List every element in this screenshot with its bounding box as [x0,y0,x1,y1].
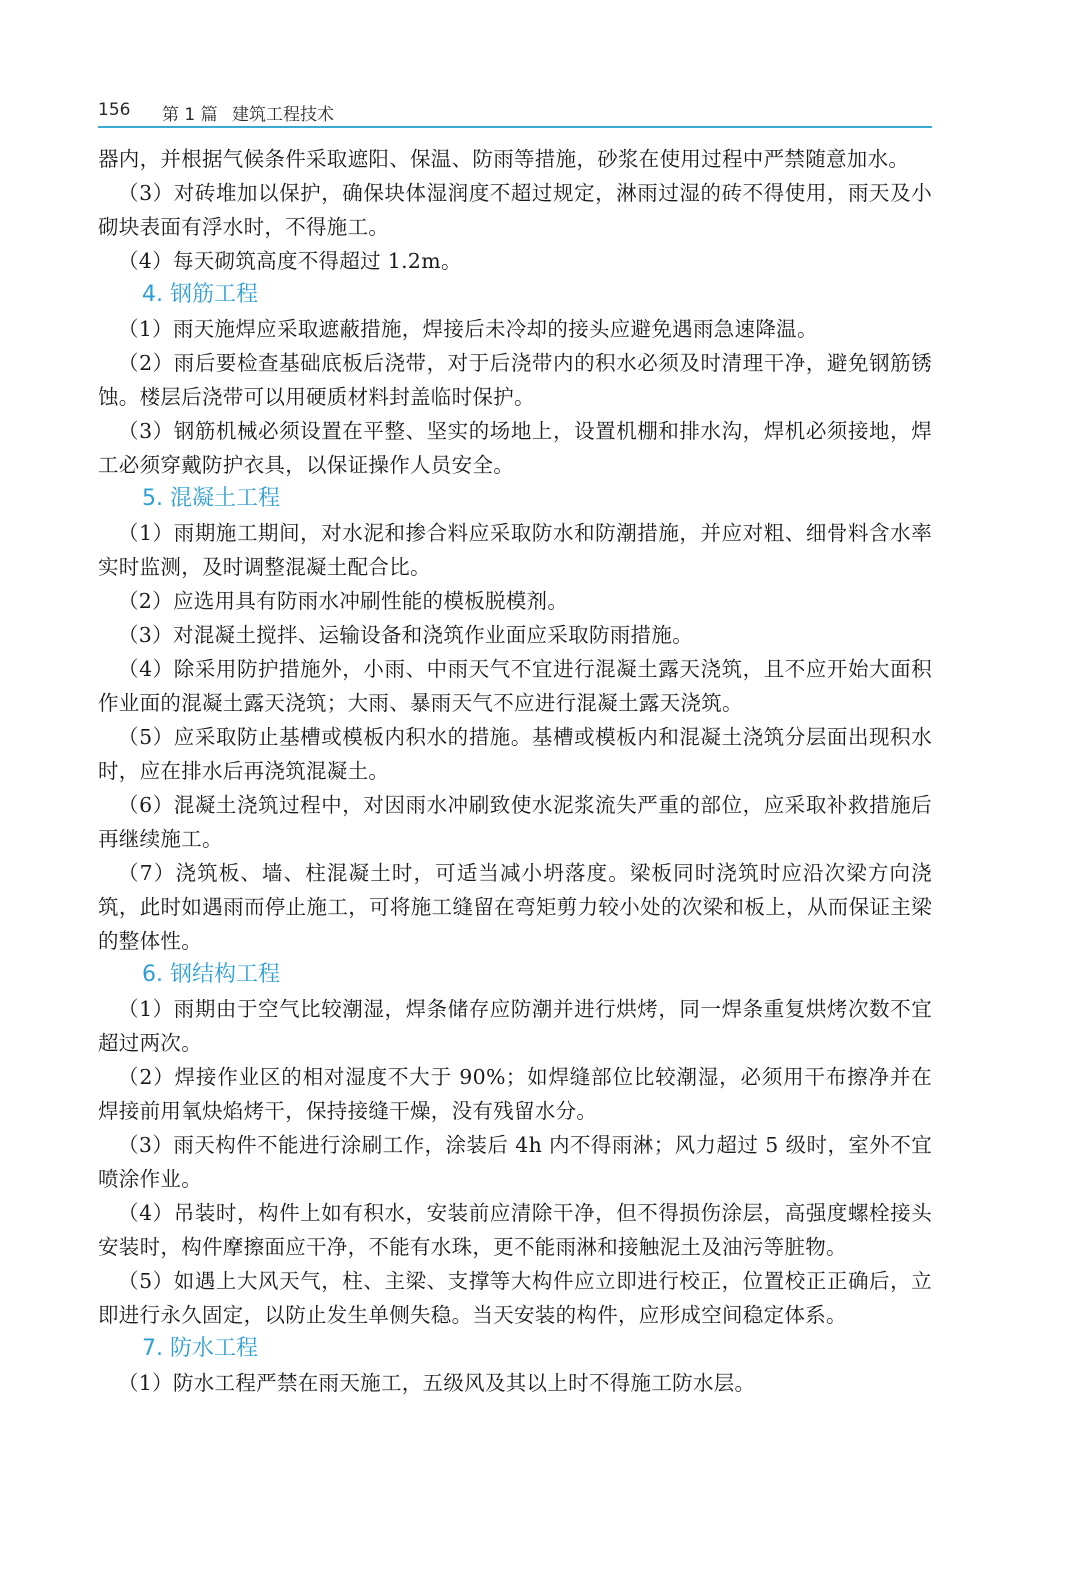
paragraph: （5）应采取防止基槽或模板内积水的措施。基槽或模板内和混凝土浇筑分层面出现积水时，应在排水后再浇筑混凝土。 [98,725,932,783]
part-label: 第 1 篇 [162,105,218,125]
paragraph: （4）除采用防护措施外，小雨、中雨天气不宜进行混凝土露天浇筑，且不应开始大面积作业面的混凝土露天浇筑；大雨、暴雨天气不应进行混凝土露天浇筑。 [98,657,932,715]
paragraph: （3）钢筋机械必须设置在平整、坚实的场地上，设置机棚和排水沟，焊机必须接地，焊工必须穿戴防护衣具，以保证操作人员安全。 [98,419,932,477]
page-number: 156 [98,100,131,120]
paragraph: （3）对砖堆加以保护，确保块体湿润度不超过规定，淋雨过湿的砖不得使用，雨天及小砌块表面有浮水时，不得施工。 [98,181,932,239]
page-body [98,142,932,1400]
paragraph: （3）雨天构件不能进行涂刷工作，涂装后 4h 内不得雨淋；风力超过 5 级时，室外不宜喷涂作业。 [98,1133,932,1191]
running-header [98,98,932,128]
book-title: 建筑工程技术 [232,105,334,125]
paragraph: （2）焊接作业区的相对湿度不大于 90%；如焊缝部位比较潮湿，必须用干布擦净并在焊接前用氧炔焰烤干，保持接缝干燥，没有残留水分。 [98,1065,932,1123]
paragraph: （1）雨期施工期间，对水泥和掺合料应采取防水和防潮措施，并应对粗、细骨料含水率实时监测，及时调整混凝土配合比。 [98,521,932,579]
paragraph: （2）应选用具有防雨水冲刷性能的模板脱模剂。 [118,589,569,613]
paragraph: 器内，并根据气候条件采取遮阳、保温、防雨等措施，砂浆在使用过程中严禁随意加水。 [98,147,910,171]
paragraph: （1）雨期由于空气比较潮湿，焊条储存应防潮并进行烘烤，同一焊条重复烘烤次数不宜超过两次。 [98,997,932,1055]
paragraph: （4）每天砌筑高度不得超过 1.2m。 [118,249,462,273]
paragraph: （6）混凝土浇筑过程中，对因雨水冲刷致使水泥浆流失严重的部位，应采取补救措施后再继续施工。 [98,793,932,851]
paragraph: （1）防水工程严禁在雨天施工，五级风及其以上时不得施工防水层。 [118,1371,756,1395]
paragraph: （4）吊装时，构件上如有积水，安装前应清除干净，但不得损伤涂层，高强度螺栓接头安装时，构件摩擦面应干净，不能有水珠，更不能雨淋和接触泥土及油污等脏物。 [98,1201,932,1259]
paragraph: （1）雨天施焊应采取遮蔽措施，焊接后未冷却的接头应避免遇雨急速降温。 [118,317,818,341]
section-heading: 7. 防水工程 [142,1336,258,1361]
paragraph: （2）雨后要检查基础底板后浇带，对于后浇带内的积水必须及时清理干净，避免钢筋锈蚀。楼层后浇带可以用硬质材料封盖临时保护。 [98,351,932,409]
paragraph: （5）如遇上大风天气，柱、主梁、支撑等大构件应立即进行校正，位置校正正确后，立即进行永久固定，以防止发生单侧失稳。当天安装的构件，应形成空间稳定体系。 [98,1269,932,1327]
section-heading: 6. 钢结构工程 [142,962,280,987]
section-heading: 4. 钢筋工程 [142,282,258,307]
paragraph: （7）浇筑板、墙、柱混凝土时，可适当减小坍落度。梁板同时浇筑时应沿次梁方向浇筑，此时如遇雨而停止施工，可将施工缝留在弯矩剪力较小处的次梁和板上，从而保证主梁的整体性。 [98,861,932,953]
header-rule [98,126,932,128]
section-heading: 5. 混凝土工程 [142,486,280,511]
paragraph: （3）对混凝土搅拌、运输设备和浇筑作业面应采取防雨措施。 [118,623,693,647]
